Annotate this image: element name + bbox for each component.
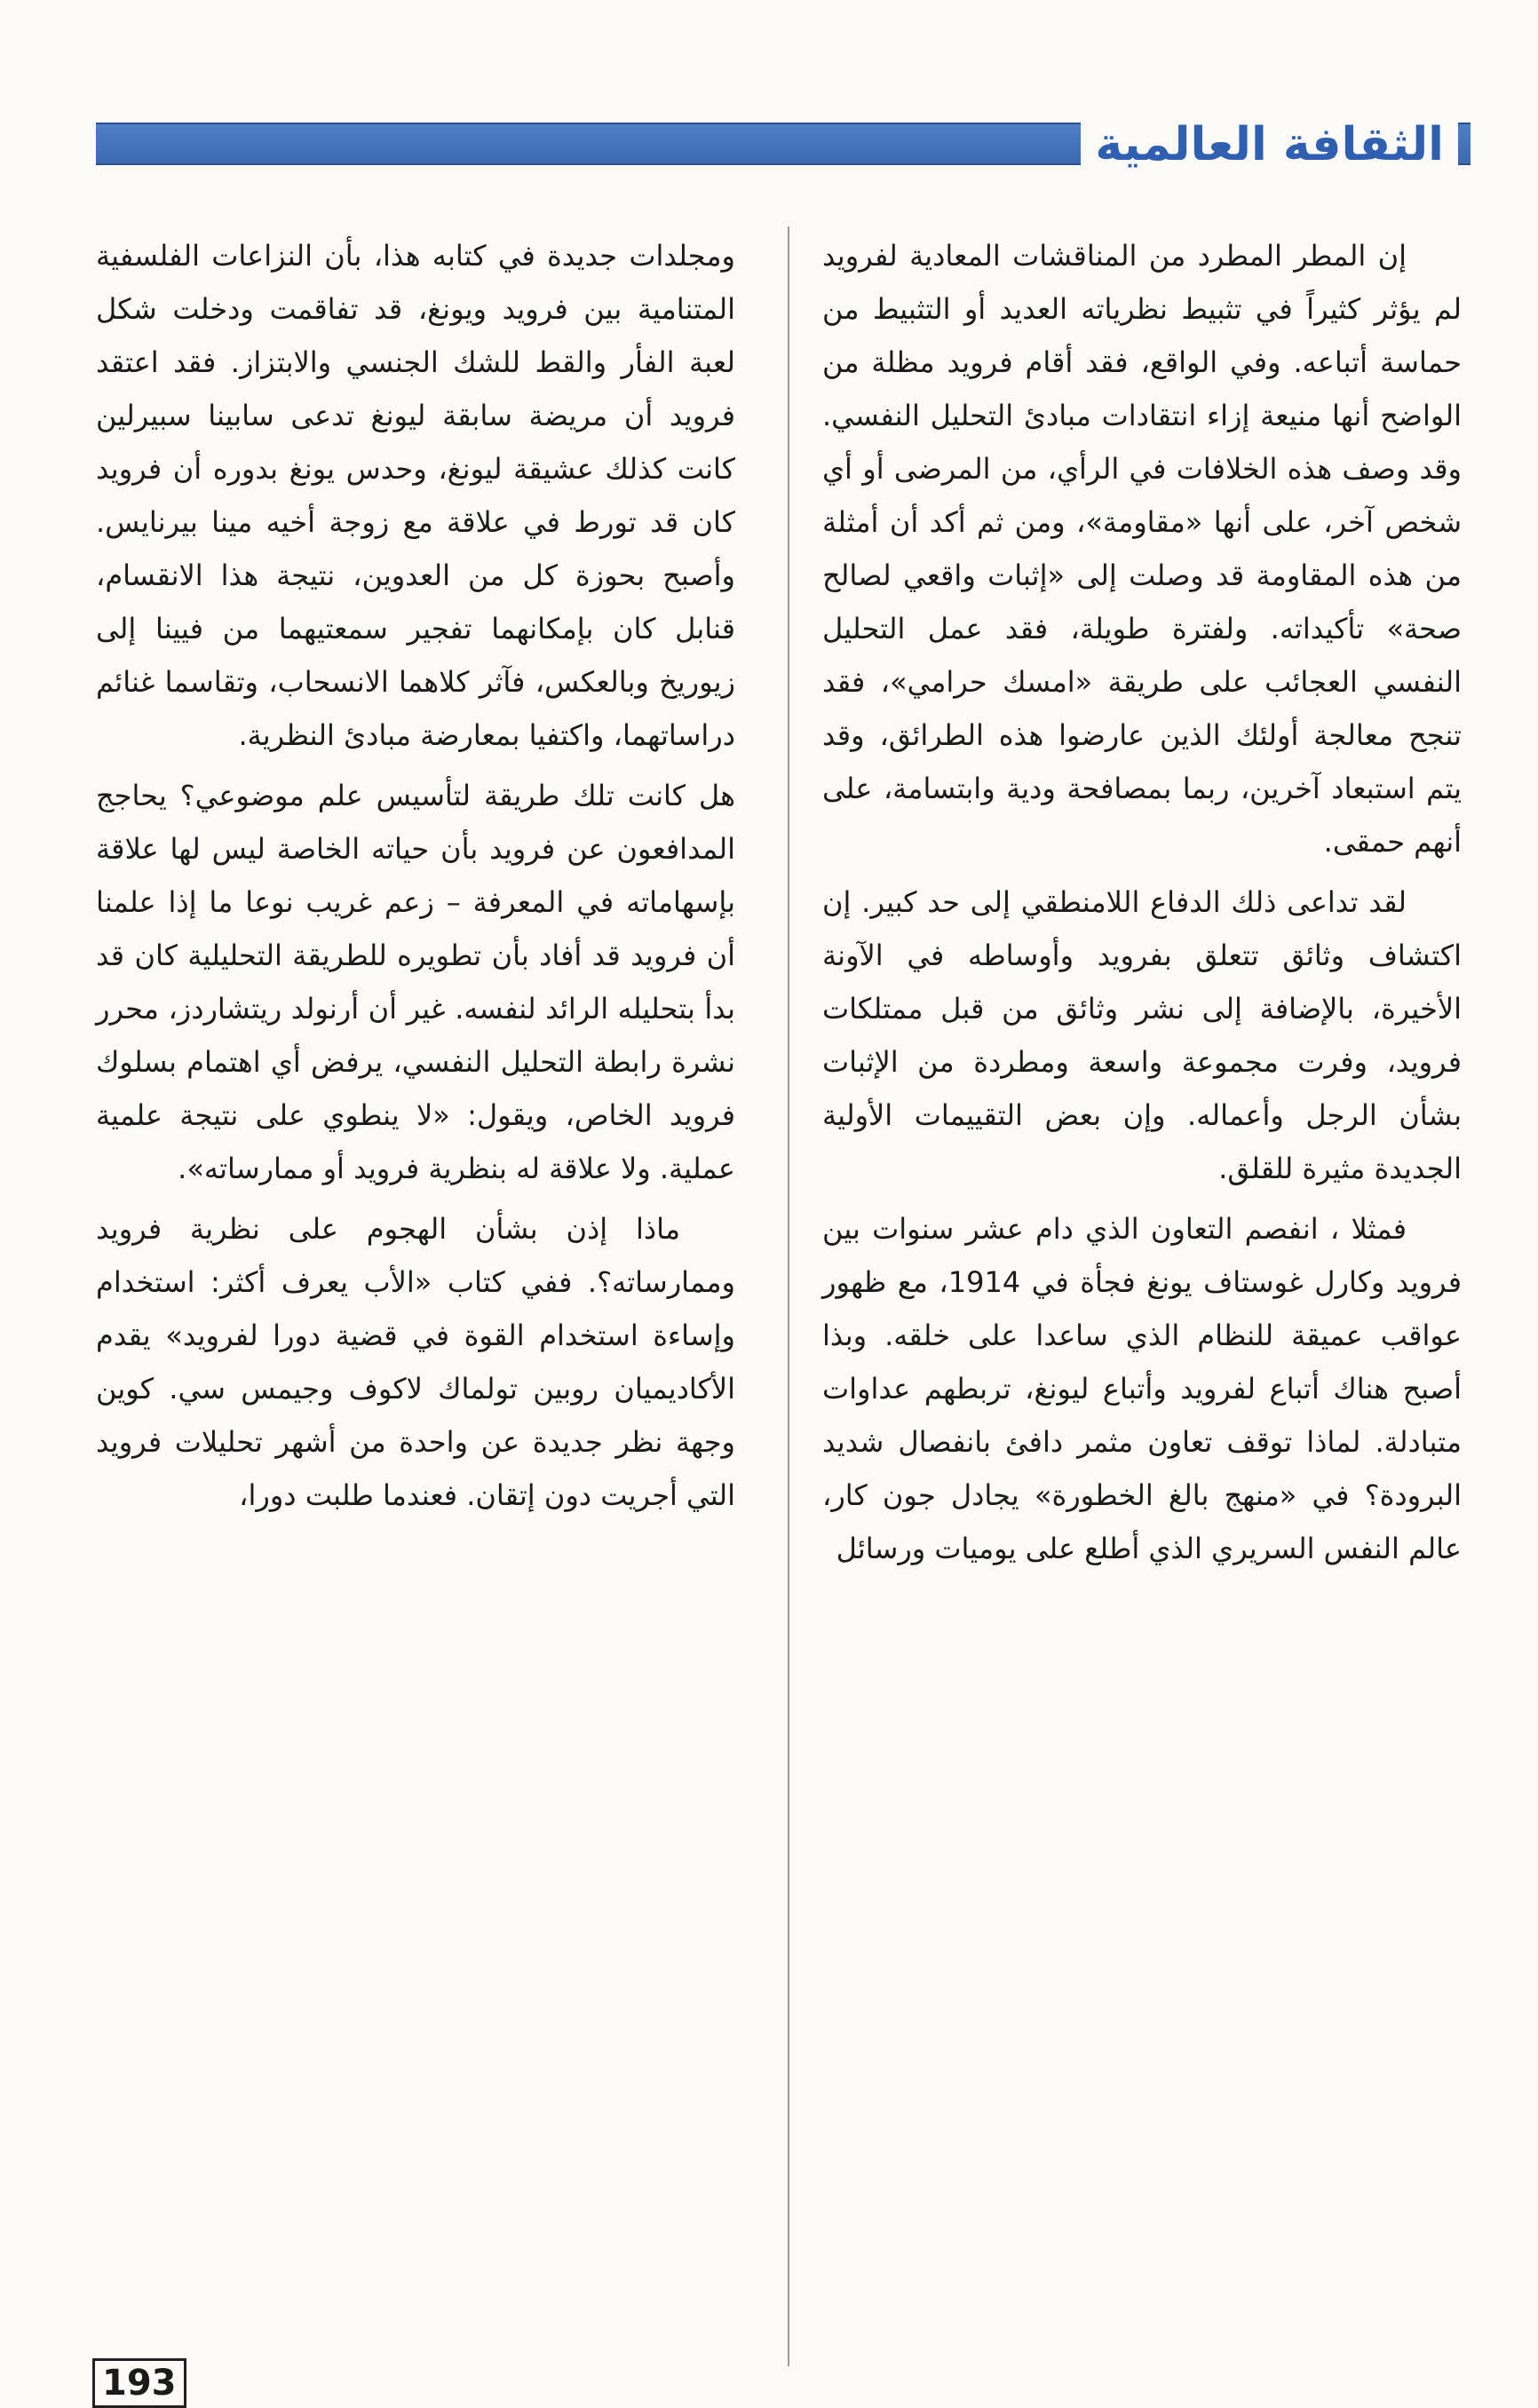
paragraph: إن المطر المطرد من المناقشات المعادية لفرويد لم يؤثر كثيراً في تثبيط نظرياته العديد أو التثبيط من حماسة أتباعه. وفي الواقع، فقد أقام فرويد مظلة من الواضح أنها منيعة إزاء انتقادات مبادئ التحليل النفسي. وقد وصف هذه الخلافات في الرأي، من المرضى أو أي شخص آخر، على أنها «مقاومة»، ومن ثم أكد أن أمثلة من هذه المقاومة قد وصلت إلى «إثبات واقعي لصالح صحة» تأكيداته. ولفترة طويلة، فقد عمل التحليل النفسي العجائب على طريقة «امسك حرامي»، فقد تنجح معالجة أولئك الذين عارضوا هذه الطرائق، وقد يتم استبعاد آخرين، ربما بمصافحة ودية وابتسامة، على أنهم حمقى.	[822, 239, 1462, 859]
paragraph: فمثلا ، انفصم التعاون الذي دام عشر سنوات بين فرويد وكارل غوستاف يونغ فجأة في 1914، مع ظهور عواقب عميقة للنظام الذي ساعدا على خلقه. وبذا أصبح هناك أتباع لفرويد وأتباع ليونغ، تربطهم عداوات متبادلة. لماذا توقف تعاون مثمر دافئ بانفصال شديد البرودة؟ في «منهج بالغ الخطورة» يجادل جون كار، عالم النفس السريري الذي أطلع على يوميات ورسائل	[822, 1212, 1463, 1565]
page-number: 193	[92, 2358, 186, 2408]
article-column-right	[822, 229, 1462, 2369]
article-column-left	[96, 229, 735, 2369]
paragraph: ماذا إذن بشأن الهجوم على نظرية فرويد وممارساته؟. ففي كتاب «الأب يعرف أكثر: استخدام وإساءة استخدام القوة في قضية دورا لفرويد» يقدم الأكاديميان روبين تولماك لاكوف وجيمس سي. كوين وجهة نظر جديدة عن واحدة من أشهر تحليلات فرويد التي أجريت دون إتقان. فعندما طلبت دورا،	[96, 1212, 735, 1512]
column-divider	[788, 226, 789, 2366]
paragraph: هل كانت تلك طريقة لتأسيس علم موضوعي؟ يحاجج المدافعون عن فرويد بأن حياته الخاصة ليس لها علاقة بإسهاماته في المعرفة – زعم غريب نوعا ما إذا علمنا أن فرويد قد أفاد بأن تطويره للطريقة التحليلية كان قد بدأ بتحليله الرائد لنفسه. غير أن أرنولد ريتشاردز، محرر نشرة رابطة التحليل النفسي، يرفض أي اهتمام بسلوك فرويد الخاص، ويقول: «لا ينطوي على نتيجة علمية عملية. ولا علاقة له بنظرية فرويد أو ممارساته».	[96, 779, 735, 1185]
paragraph: لقد تداعى ذلك الدفاع اللامنطقي إلى حد كبير. إن اكتشاف وثائق تتعلق بفرويد وأوساطه في الآونة الأخيرة، بالإضافة إلى نشر وثائق من قبل ممتلكات فرويد، وفرت مجموعة واسعة ومطردة من الإثبات بشأن الرجل وأعماله. وإن بعض التقييمات الأولية الجديدة مثيرة للقلق.	[822, 885, 1462, 1185]
paragraph: ومجلدات جديدة في كتابه هذا، بأن النزاعات الفلسفية المتنامية بين فرويد ويونغ، قد تفاقمت ودخلت شكل لعبة الفأر والقط للشك الجنسي والابتزاز. فقد اعتقد فرويد أن مريضة سابقة ليونغ تدعى سابينا سبيرلين كانت كذلك عشيقة ليونغ، وحدس يونغ بدوره أن فرويد كان قد تورط في علاقة مع زوجة أخيه مينا بيرنايس. وأصبح بحوزة كل من العدوين، نتيجة هذا الانقسام، قنابل كان بإمكانهما تفجير سمعتيهما من فيينا إلى زيوريخ وبالعكس، فآثر كلاهما الانسحاب، وتقاسما غنائم دراساتهما، واكتفيا بمعارضة مبادئ النظرية.	[96, 239, 735, 752]
section-title: الثقافة العالمية	[1081, 114, 1458, 176]
